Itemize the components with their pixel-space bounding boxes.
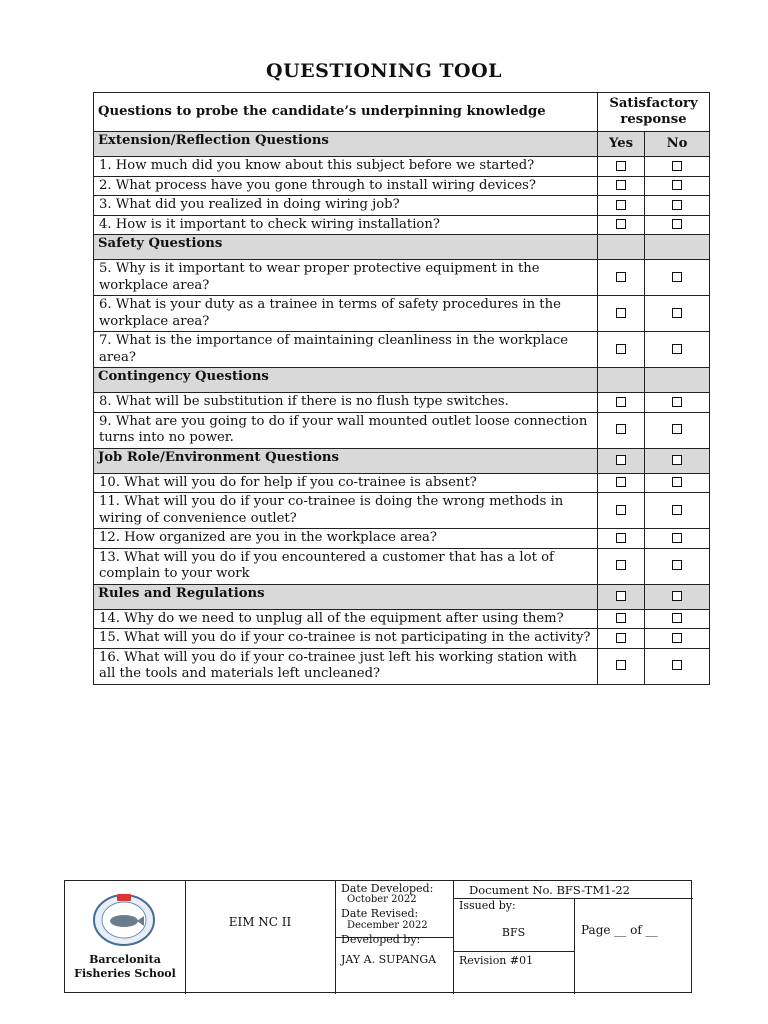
question-text: 11. What will you do if your co-trainee is doing the wrong methods in wiring of convenience outlet? — [94, 493, 598, 529]
yes-cell — [598, 412, 645, 448]
yes-cell — [598, 493, 645, 529]
no-cell — [645, 529, 710, 549]
date-revised-label: Date Revised: — [341, 907, 419, 920]
section-title: Job Role/Environment Questions — [94, 448, 598, 473]
no-cell — [645, 196, 710, 216]
question-text: 7. What is the importance of maintaining cleanliness in the workplace area? — [94, 332, 598, 368]
no-cell — [645, 648, 710, 684]
no-checkbox[interactable] — [672, 272, 682, 282]
section-title: Contingency Questions — [94, 368, 598, 393]
no-checkbox[interactable] — [672, 613, 682, 623]
no-cell — [645, 332, 710, 368]
section-title: Extension/Reflection Questions — [94, 132, 598, 157]
question-text: 13. What will you do if you encountered a customer that has a lot of complain to your work — [94, 548, 598, 584]
question-row — [94, 332, 710, 368]
no-cell — [645, 260, 710, 296]
no-header: No — [645, 132, 710, 157]
yes-checkbox[interactable] — [616, 219, 626, 229]
question-text: 6. What is your duty as a trainee in terms of safety procedures in the workplace area? — [94, 296, 598, 332]
question-text: 3. What did you realized in doing wiring job? — [94, 196, 598, 216]
question-row — [94, 412, 710, 448]
page-number: Page __ of __ — [581, 923, 658, 937]
no-checkbox[interactable] — [672, 308, 682, 318]
no-checkbox[interactable] — [672, 633, 682, 643]
question-row — [94, 629, 710, 649]
yes-header: Yes — [598, 132, 645, 157]
section-title: Rules and Regulations — [94, 584, 598, 609]
yes-checkbox[interactable] — [616, 161, 626, 171]
section-title: Safety Questions — [94, 235, 598, 260]
question-text: 14. Why do we need to unplug all of the equipment after using them? — [94, 609, 598, 629]
question-row — [94, 176, 710, 196]
question-row — [94, 260, 710, 296]
no-checkbox[interactable] — [672, 505, 682, 515]
question-row — [94, 548, 710, 584]
date-revised: December 2022 — [347, 920, 428, 931]
no-checkbox[interactable] — [672, 219, 682, 229]
yes-checkbox[interactable] — [616, 533, 626, 543]
questions-header: Questions to probe the candidate’s underpinning knowledge — [94, 93, 598, 132]
no-checkbox[interactable] — [672, 200, 682, 210]
yes-checkbox[interactable] — [616, 633, 626, 643]
section-header-row — [94, 235, 710, 260]
no-checkbox[interactable] — [672, 397, 682, 407]
question-text: 2. What process have you gone through to install wiring devices? — [94, 176, 598, 196]
question-text: 4. How is it important to check wiring installation? — [94, 215, 598, 235]
no-checkbox[interactable] — [672, 477, 682, 487]
question-text: 5. Why is it important to wear proper protective equipment in the workplace area? — [94, 260, 598, 296]
yes-cell — [598, 260, 645, 296]
date-developed-label: Date Developed: — [341, 882, 434, 895]
yes-checkbox[interactable] — [616, 180, 626, 190]
no-cell — [645, 296, 710, 332]
no-checkbox[interactable] — [672, 591, 682, 601]
question-text: 1. How much did you know about this subject before we started? — [94, 157, 598, 177]
no-cell — [645, 215, 710, 235]
yes-cell — [598, 196, 645, 216]
course-name: EIM NC II — [228, 915, 292, 929]
yes-checkbox[interactable] — [616, 344, 626, 354]
section-cell — [598, 235, 645, 260]
yes-cell — [598, 609, 645, 629]
yes-checkbox[interactable] — [616, 660, 626, 670]
yes-cell — [598, 332, 645, 368]
no-checkbox[interactable] — [672, 424, 682, 434]
no-cell — [645, 157, 710, 177]
no-cell — [645, 176, 710, 196]
revision-number: Revision #01 — [459, 954, 534, 967]
yes-cell — [598, 393, 645, 413]
section-header-row — [94, 132, 710, 157]
yes-cell — [598, 529, 645, 549]
satisfactory-header: Satisfactory response — [598, 93, 710, 132]
section-header-row — [94, 448, 710, 473]
question-row — [94, 157, 710, 177]
section-header-row — [94, 368, 710, 393]
yes-checkbox[interactable] — [616, 560, 626, 570]
question-row — [94, 296, 710, 332]
yes-checkbox[interactable] — [616, 424, 626, 434]
question-text: 8. What will be substitution if there is no flush type switches. — [94, 393, 598, 413]
no-cell — [645, 609, 710, 629]
no-checkbox[interactable] — [672, 180, 682, 190]
section-header-row — [94, 584, 710, 609]
question-row — [94, 529, 710, 549]
section-cell — [598, 448, 645, 473]
yes-cell — [598, 648, 645, 684]
no-checkbox[interactable] — [672, 161, 682, 171]
yes-cell — [598, 473, 645, 493]
no-cell — [645, 393, 710, 413]
yes-cell — [598, 215, 645, 235]
no-checkbox[interactable] — [672, 560, 682, 570]
question-text: 9. What are you going to do if your wall mounted outlet loose connection turns into no power. — [94, 412, 598, 448]
question-text: 10. What will you do for help if you co-trainee is absent? — [94, 473, 598, 493]
yes-checkbox[interactable] — [616, 397, 626, 407]
document-title: QUESTIONING TOOL — [266, 60, 502, 82]
question-row — [94, 215, 710, 235]
section-cell — [645, 448, 710, 473]
question-row — [94, 196, 710, 216]
school-name: Barcelonita Fisheries School — [74, 953, 176, 980]
question-row — [94, 609, 710, 629]
no-cell — [645, 473, 710, 493]
no-cell — [645, 629, 710, 649]
document-number: Document No. BFS-TM1-22 — [469, 883, 630, 897]
yes-cell — [598, 176, 645, 196]
no-cell — [645, 493, 710, 529]
section-cell — [645, 368, 710, 393]
yes-checkbox[interactable] — [616, 477, 626, 487]
no-checkbox[interactable] — [672, 455, 682, 465]
section-cell — [598, 584, 645, 609]
yes-checkbox[interactable] — [616, 308, 626, 318]
no-checkbox[interactable] — [672, 660, 682, 670]
document-footer — [64, 880, 692, 993]
no-checkbox[interactable] — [672, 533, 682, 543]
questioning-table — [93, 92, 710, 685]
question-row — [94, 648, 710, 684]
yes-cell — [598, 296, 645, 332]
section-cell — [645, 235, 710, 260]
yes-checkbox[interactable] — [616, 505, 626, 515]
yes-checkbox[interactable] — [616, 272, 626, 282]
school-seal-logo — [91, 893, 157, 947]
issued-by-label: Issued by: — [459, 899, 516, 912]
developer-name: JAY A. SUPANGA — [341, 953, 437, 966]
question-row — [94, 493, 710, 529]
no-checkbox[interactable] — [672, 344, 682, 354]
yes-checkbox[interactable] — [616, 613, 626, 623]
question-row — [94, 473, 710, 493]
yes-cell — [598, 548, 645, 584]
section-cell — [645, 584, 710, 609]
yes-checkbox[interactable] — [616, 200, 626, 210]
issuer: BFS — [501, 926, 526, 939]
question-text: 12. How organized are you in the workplace area? — [94, 529, 598, 549]
question-text: 16. What will you do if your co-trainee just left his working station with all the tools and materials left uncleaned? — [94, 648, 598, 684]
question-text: 15. What will you do if your co-trainee is not participating in the activity? — [94, 629, 598, 649]
yes-cell — [598, 157, 645, 177]
no-cell — [645, 412, 710, 448]
no-cell — [645, 548, 710, 584]
yes-checkbox[interactable] — [616, 455, 626, 465]
section-cell — [598, 368, 645, 393]
question-row — [94, 393, 710, 413]
yes-cell — [598, 629, 645, 649]
date-developed: October 2022 — [347, 894, 417, 905]
yes-checkbox[interactable] — [616, 591, 626, 601]
developed-by-label: Developed by: — [341, 933, 421, 946]
